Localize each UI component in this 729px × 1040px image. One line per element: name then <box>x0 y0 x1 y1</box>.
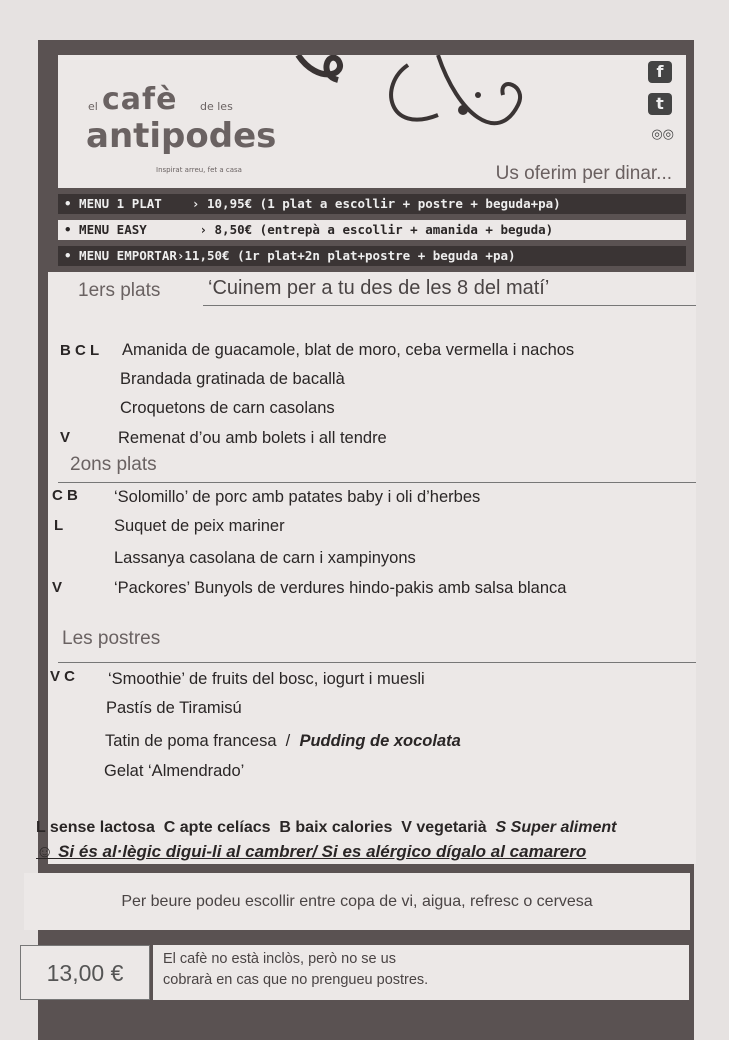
diet-code: C B <box>52 487 78 504</box>
dish: Remenat d’ou amb bolets i all tendre <box>118 429 387 447</box>
note-line: cobrarà en cas que no prengueu postres. <box>163 972 429 988</box>
dish: Pastís de Tiramisú <box>106 699 242 717</box>
menu-easy: • MENU EASY › 8,50€ (entrepà a escollir + amanida + beguda) <box>58 220 686 240</box>
dish: ‘Packores’ Bunyols de verdures hindo-pakis amb salsa blanca <box>114 579 567 597</box>
menu-price: 13,00 € <box>20 945 150 1000</box>
header <box>58 55 686 188</box>
divider <box>203 305 696 306</box>
diet-legend <box>36 818 616 837</box>
diet-code: L <box>54 517 64 534</box>
diet-code: V <box>52 579 63 596</box>
diet-code: V C <box>50 668 76 685</box>
logo-de-les: de les <box>200 100 233 113</box>
section-title: 2ons plats <box>70 454 157 475</box>
offer-heading: Us oferim per dinar... <box>495 163 672 184</box>
dish: Amanida de guacamole, blat de moro, ceba vermella i nachos <box>122 341 575 359</box>
legend-c: C apte celíacs <box>163 819 271 836</box>
section-title: 1ers plats <box>78 280 161 301</box>
dish-name: Tatin de poma francesa / <box>105 732 300 750</box>
note-line: El cafè no està inclòs, però no se us <box>163 951 396 967</box>
logo-el: el <box>88 100 98 113</box>
drinks-info: Per beure podeu escollir entre copa de vi, aigua, refresc o cervesa <box>24 873 690 930</box>
divider <box>58 482 696 483</box>
legend-v: V vegetarià <box>401 819 487 836</box>
dish-alt: Pudding de xocolata <box>299 732 461 750</box>
section-title: Les postres <box>62 628 161 649</box>
logo-cafe: cafè <box>102 82 178 117</box>
slogan: ‘Cuinem per a tu des de les 8 del matí’ <box>208 277 550 299</box>
facebook-icon[interactable]: f <box>648 61 672 83</box>
legend-s: S Super aliment <box>495 819 617 836</box>
dish: Suquet de peix mariner <box>114 517 285 535</box>
dish: ‘Solomillo’ de porc amb patates baby i oli d’herbes <box>114 488 481 506</box>
dish: ‘Smoothie’ de fruits del bosc, iogurt i muesli <box>108 670 425 688</box>
swirl-ornament-icon <box>288 55 548 155</box>
dish: Croquetons de carn casolans <box>120 399 335 417</box>
dish <box>105 732 461 751</box>
legend-b: B baix calories <box>279 819 393 836</box>
divider <box>58 662 696 663</box>
allergy-notice: ☺ Si és al·lègic digui-li al cambrer/ Si es alérgico dígalo al camarero <box>36 842 587 861</box>
tripadvisor-icon[interactable]: ◎◎ <box>651 127 674 142</box>
twitter-icon[interactable]: t <box>648 93 672 115</box>
dish: Brandada gratinada de bacallà <box>120 370 345 388</box>
coffee-note <box>153 945 689 1000</box>
diet-code: V <box>60 429 71 446</box>
logo-tagline: Inspirat arreu, fet a casa <box>156 166 242 174</box>
dishes-panel <box>48 272 696 864</box>
logo-antipodes: antipodes <box>86 116 277 156</box>
diet-code: B C L <box>60 342 100 359</box>
dish: Lassanya casolana de carn i xampinyons <box>114 549 416 567</box>
menu-emportar: • MENU EMPORTAR›11,50€ (1r plat+2n plat+postre + beguda +pa) <box>58 246 686 266</box>
dish: Gelat ‘Almendrado’ <box>104 762 245 780</box>
menu-1-plat: • MENU 1 PLAT › 10,95€ (1 plat a escollir + postre + beguda+pa) <box>58 194 686 214</box>
legend-l: L sense lactosa <box>36 819 155 836</box>
